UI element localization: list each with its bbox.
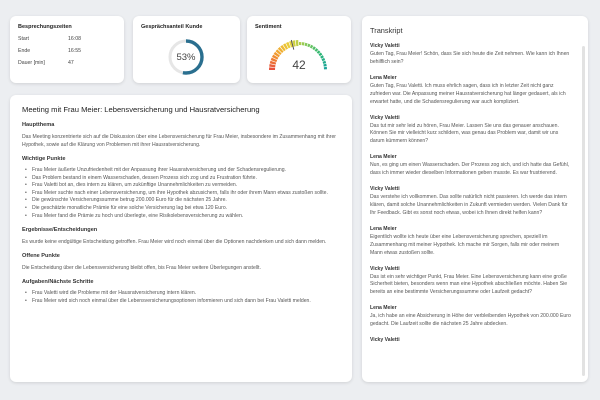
tasks-list bbox=[22, 290, 340, 305]
list-item: • Die geschätzte monatliche Prämie für eine solche Versicherung lag bei etwa 120 Euro. bbox=[22, 205, 340, 213]
time-value: 16:08 bbox=[68, 36, 81, 42]
sentiment-card bbox=[247, 16, 351, 83]
transcript-entry bbox=[370, 75, 572, 107]
transcript-entry bbox=[370, 43, 572, 67]
points-heading: Wichtige Punkte bbox=[22, 156, 66, 162]
time-label: Dauer [min] bbox=[18, 60, 45, 66]
points-list bbox=[22, 167, 340, 220]
list-item: • Frau Valetti wird die Probleme mit der Hausratversicherung intern klären. bbox=[22, 290, 340, 298]
open-text: Die Entscheidung über die Lebensversicherung bleibt offen, bis Frau Meier weitere Überlegungen anstellt. bbox=[22, 265, 261, 272]
list-item: • Frau Meier äußerte Unzufriedenheit mit der Anpassung ihrer Hausratversicherung und der Schadensregulierung. bbox=[22, 167, 340, 175]
utterance-text: Das verstehe ich vollkommen. Das sollte natürlich nicht passieren. Ich werde das intern klären, damit solche Unannehmlichkeiten in Zukunft vermieden werden. Vielen Dank für Ihr Feedback. Gibt es sonst noch etwas, wobei ich Ihnen direkt helfen kann? bbox=[370, 194, 568, 216]
sentiment-score: 42 bbox=[292, 58, 306, 72]
transcript-entry bbox=[370, 115, 572, 147]
list-item: • Frau Meier suchte nach einer Lebensversicherung, um ihre Hypothek abzusichern, falls ihr oder ihrem Mann etwas zustoßen sollte. bbox=[22, 190, 340, 198]
list-item: • Das Problem bestand in einem Wasserschaden, dessen Prozess sich zog und zu Frustration führte. bbox=[22, 175, 340, 183]
time-row-end bbox=[18, 48, 116, 54]
summary-title: Meeting mit Frau Meier: Lebensversicherung und Hausratversicherung bbox=[22, 105, 260, 114]
list-item: • Frau Meier wird sich noch einmal über die Lebensversicherungsoptionen informieren und sich dann bei Frau Valetti melden. bbox=[22, 298, 340, 306]
speaker-name: Lena Meier bbox=[370, 74, 397, 81]
gauge-segment bbox=[307, 44, 310, 48]
topic-heading: Hauptthema bbox=[22, 122, 55, 128]
speaking-share-title: Gesprächsanteil Kunde bbox=[141, 24, 203, 30]
time-label: Ende bbox=[18, 48, 31, 54]
meeting-summary-card bbox=[10, 95, 352, 382]
list-item: • Die gewünschte Versicherungssumme betrug 200.000 Euro für die nächsten 25 Jahre. bbox=[22, 197, 340, 205]
utterance-text: Guten Tag, Frau Valetti. Ich muss ehrlich sagen, dass ich in letzter Zeit nicht ganz zufrieden war. Die Anpassung meiner Hausratversicherung hat länger gedauert, als ich erwartet hatte, und die Schadensregulierung war auch kompliziert. bbox=[370, 82, 566, 105]
transcript-entry bbox=[370, 186, 572, 218]
transcript-entry bbox=[370, 226, 572, 258]
speaker-name: Vicky Valetti bbox=[370, 186, 400, 193]
time-row-duration bbox=[18, 60, 116, 66]
speaker-name: Vicky Valetti bbox=[370, 337, 400, 344]
speaker-name: Vicky Valetti bbox=[370, 43, 400, 49]
utterance-text: Guten Tag, Frau Meier! Schön, dass Sie sich heute die Zeit nehmen. Wie kann ich Ihnen behilflich sein? bbox=[370, 51, 570, 65]
list-item: • Frau Valetti bot an, dies intern zu klären, um zukünftige Unannehmlichkeiten zu vermeiden. bbox=[22, 182, 340, 190]
speaker-name: Lena Meier bbox=[370, 225, 397, 232]
topic-text: Das Meeting konzentrierte sich auf die Diskussion über eine Lebensversicherung für Frau Meier, insbesondere im Zusammenhang mit ihrer Hypothek, sowie auf die Klärung von Problemen mit ihrer Hausratversicherung. bbox=[22, 134, 336, 148]
utterance-text: Nun, es ging um einen Wasserschaden. Der Prozess zog sich, und ich hatte das Gefühl, dass ich immer wieder dieselben Informationen geben musste. Es war frustrierend. bbox=[370, 162, 570, 177]
results-heading: Ergebnisse/Entscheidungen bbox=[22, 227, 98, 234]
results-text: Es wurde keine endgültige Entscheidung getroffen. Frau Meier wird noch einmal über die Optionen nachdenken und sich dann melden. bbox=[22, 239, 327, 246]
transcript-card bbox=[362, 16, 588, 382]
time-value: 47 bbox=[68, 60, 74, 66]
gauge-segment bbox=[296, 40, 299, 46]
transcript-entry bbox=[370, 337, 572, 343]
speaker-name: Lena Meier bbox=[370, 305, 397, 312]
time-row-start bbox=[18, 36, 116, 42]
transcript-scrollbar[interactable] bbox=[582, 46, 585, 376]
meeting-times-card bbox=[10, 16, 124, 83]
utterance-text: Das ist ein sehr wichtiger Punkt, Frau Meier. Eine Lebensversicherung kann eine große Sicherheit bieten, besonders wenn man eine Hypothek abschließen möchte. Haben Sie bereits an eine bestimmte Versicherungssumme oder Laufzeit gedacht? bbox=[370, 273, 568, 296]
transcript-list[interactable] bbox=[370, 43, 580, 382]
sentiment-title: Sentiment bbox=[255, 24, 282, 30]
speaking-share-card bbox=[133, 16, 240, 83]
gauge-segment bbox=[302, 42, 305, 45]
gauge-segment bbox=[305, 43, 308, 47]
utterance-text: Ja, ich habe an eine Absicherung in Höhe der verbleibenden Hypothek von 200.000 Euro gedacht. Die Laufzeit sollte die nächsten 25 Jahre abdecken. bbox=[370, 313, 571, 328]
transcript-entry bbox=[370, 305, 572, 329]
time-value: 16:55 bbox=[68, 48, 81, 54]
utterance-text: Das tut mir sehr leid zu hören, Frau Meier. Lassen Sie uns das genauer anschauen. Können Sie mir vielleicht kurz schildern, was genau das Problem war, damit wir uns darum kümmern können? bbox=[370, 122, 559, 145]
speaker-name: Lena Meier bbox=[370, 154, 397, 161]
list-item: • Frau Meier fand die Prämie zu hoch und überlegte, eine Risikolebensversicherung zu wählen. bbox=[22, 213, 340, 221]
gauge-segment bbox=[299, 42, 301, 45]
transcript-entry bbox=[370, 154, 572, 178]
open-heading: Offene Punkte bbox=[22, 253, 60, 260]
speaking-share-percent: 53% bbox=[176, 51, 196, 63]
utterance-text: Eigentlich wollte ich heute über eine Lebensversicherung sprechen, speziell im Zusammenhang mit meiner Hypothek. Ich mache mir Sorgen, falls mir oder meinem Mann etwas zustoßen sollte. bbox=[370, 233, 560, 256]
time-label: Start bbox=[18, 36, 29, 42]
transcript-entry bbox=[370, 266, 572, 298]
speaker-name: Vicky Valetti bbox=[370, 265, 400, 272]
tasks-heading: Aufgaben/Nächste Schritte bbox=[22, 279, 94, 286]
speaker-name: Vicky Valetti bbox=[370, 114, 400, 121]
gauge-segment bbox=[310, 45, 313, 49]
meeting-times-title: Besprechungszeiten bbox=[18, 24, 72, 30]
transcript-title: Transkript bbox=[370, 26, 403, 35]
